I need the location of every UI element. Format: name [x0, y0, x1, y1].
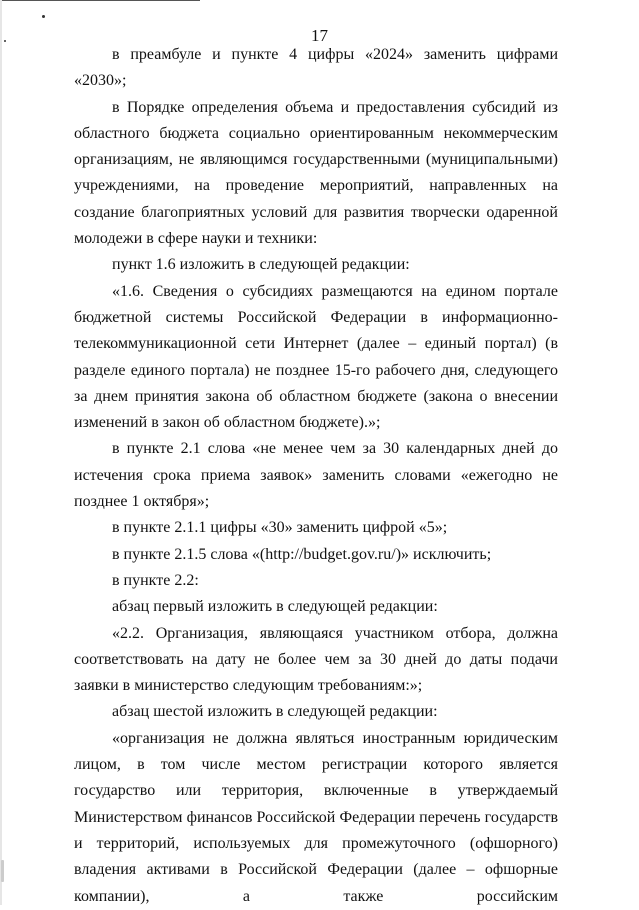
page-number: 17 [311, 26, 328, 45]
paragraph-first-abzac: абзац первый изложить в следующей редакции: [112, 598, 438, 616]
paragraph-item-2-1: в пункте 2.1 слова «не менее чем за 30 календарных дней до истечения срока приема заявок» заменить словами «ежегодно не позднее 1 октября»; [74, 440, 558, 511]
paragraph-item-2-1-5: в пункте 2.1.5 слова «(http://budget.gov.ru/)» исключить; [112, 545, 492, 563]
paragraph-offshore: «организация не должна являться иностранным юридическим лицом, в том числе местом регистрации которого является государство или территория, включенные в утверждаемый Министерством финансов Российской Федерации перечень государств и территорий, используемых для промежуточного (офшорного) владения активами в Российской Федерации (далее – офшорные компании), а также российским [74, 729, 558, 905]
paragraph-item-2-2-text: «2.2. Организация, являющаяся участником отбора, должна соответствовать на дату не более чем за 30 дней до даты подачи заявки в министерство следующим требованиям:»; [74, 624, 558, 695]
paragraph-sixth-abzac: абзац шестой изложить в следующей редакции: [112, 703, 438, 721]
paragraph-item-2-1-1: в пункте 2.1.1 цифры «30» заменить цифрой «5»; [112, 519, 448, 537]
top-edge-rule [0, 0, 200, 1]
paragraph-procedure: в Порядке определения объема и предоставления субсидий из областного бюджета социально ориентированным некоммерческим организациям, не являющимся государственными (муниципальными) учреждениями, на проведение мероприятий, направленных на создание благоприятных условий для развития творчески одаренной молодежи в сфере науки и техники: [74, 98, 558, 248]
paragraph-item-1-6-intro: пункт 1.6 изложить в следующей редакции: [112, 256, 410, 274]
left-scan-edge [0, 0, 2, 905]
paragraph-item-2-2: в пункте 2.2: [112, 571, 199, 589]
scan-speck [42, 15, 45, 18]
scan-mark [1, 860, 4, 882]
paragraph-preamble: в преамбуле и пункте 4 цифры «2024» заменить цифрами «2030»; [74, 46, 558, 90]
document-body [74, 42, 558, 910]
paragraph-item-1-6-text: «1.6. Сведения о субсидиях размещаются на едином портале бюджетной системы Российской Федерации в информационно-телекоммуникационной сети Интернет (далее – единый портал) (в разделе единого портала) не позднее 15-го рабочего дня, следующего за днем принятия закона об областном бюджете (закона о внесении изменений в закон об областном бюджете).»; [74, 282, 558, 432]
